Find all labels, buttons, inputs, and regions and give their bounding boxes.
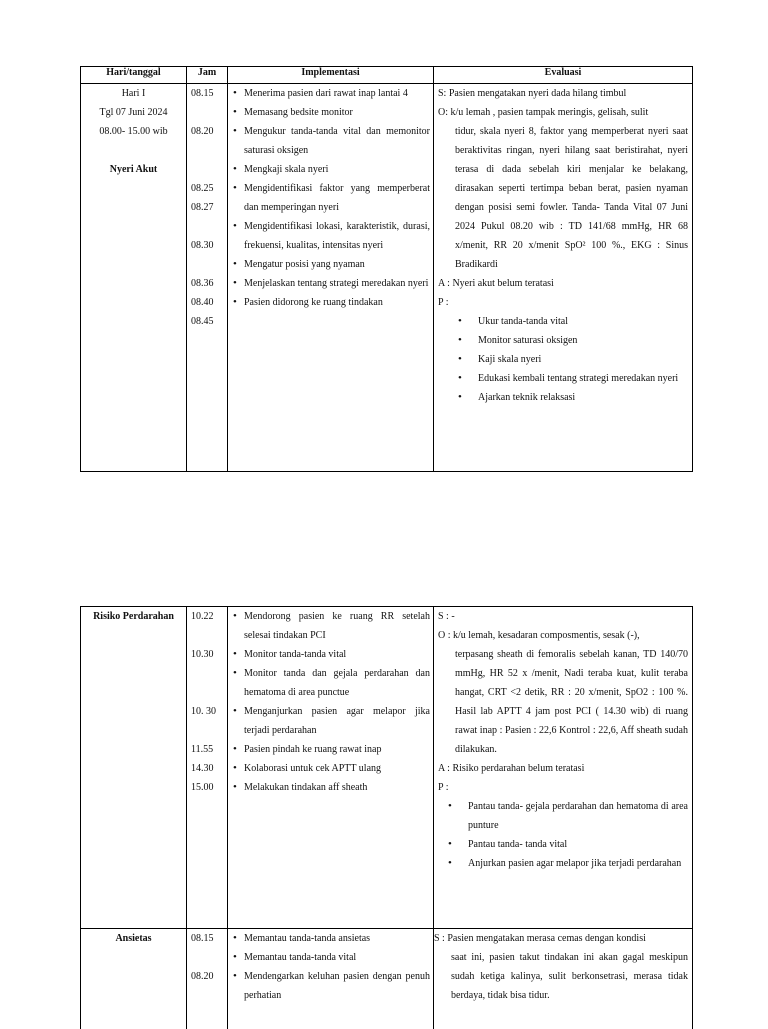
list-item: • Mengatur posisi yang nyaman [232,255,430,274]
list-item: • Memasang bedsite monitor [232,103,430,122]
implementation-list [228,607,433,797]
list-item: • Mengukur tanda-tanda vital dan memonitor saturasi oksigen [232,122,430,160]
list-item: • Memantau tanda-tanda ansietas [232,929,430,948]
time-entry [191,141,227,160]
list-item: • Mengidentifikasi lokasi, karakteristik, durasi, frekuensi, kualitas, intensitas nyeri [232,217,430,255]
list-item: • Mengidentifikasi faktor yang memperberat dan memperingan nyeri [232,179,430,217]
list-item: • Anjurkan pasien agar melapor jika terjadi perdarahan [448,854,688,873]
time-entry: 10.30 [191,649,214,660]
time-entry: 08.40 [191,297,214,308]
time-entry: 15.00 [191,782,214,793]
time-entry: 10.22 [191,611,214,622]
implementation-list [228,929,433,1005]
list-item: • Monitor tanda-tanda vital [232,645,430,664]
jam-cell [187,929,228,1029]
header-jam: Jam [187,67,228,84]
header-implementasi: Implementasi [228,67,434,84]
eval-assessment: A : Risiko perdarahan belum teratasi [438,763,585,774]
day-cell [81,84,187,472]
time-entry: 08.36 [191,278,214,289]
evaluation-cell [434,607,693,929]
list-item: • Edukasi kembali tentang strategi meredakan nyeri [458,369,688,388]
eval-assessment: A : Nyeri akut belum teratasi [438,278,554,289]
time-entry: 08.30 [191,240,214,251]
time-entry [191,255,227,274]
time-entry [191,721,227,740]
time-entry [191,160,227,179]
nursing-table-1 [80,66,693,472]
diagnosis-label: Nyeri Akut [109,164,158,175]
time-entry: 08.15 [191,933,214,944]
implementation-cell [228,84,434,472]
list-item: • Melakukan tindakan aff sheath [232,778,430,797]
list-item: • Monitor tanda dan gejala perdarahan dan hematoma di area punctue [232,664,430,702]
list-item: • Pantau tanda- gejala perdarahan dan hematoma di area punture [448,797,688,835]
eval-objective-rest: tidur, skala nyeri 8, faktor yang memperberat nyeri saat beraktivitas ringan, nyeri hilang saat beristirahat, nyeri terasa di dada sebelah kiri menjalar ke belakang, dirasakan seperti tertimpa beban berat, pasien nyaman dengan posisi semi fowler. Tanda- Tanda Vital 07 Juni 2024 Pukul 08.20 wib : TD 141/68 mmHg, HR 68 x/menit, RR 20 x/menit SpO² 100 %., EKG : Sinus Bradikardi [455,126,688,270]
time-entry [191,683,227,702]
header-hari-tanggal: Hari/tanggal [81,67,187,84]
time-entry: 08.27 [191,202,214,213]
time-entry: 08.20 [191,971,214,982]
diagnosis-label: Risiko Perdarahan [93,611,174,622]
table-row [81,84,693,472]
diagnosis-label: Ansietas [115,933,152,944]
date-label: Tgl 07 Juni 2024 [99,107,168,118]
eval-subjective-first: S : Pasien mengatakan merasa cemas dengan kondisi [434,933,646,944]
day-label: Hari I [121,88,146,99]
table-row [81,929,693,1029]
implementation-cell [228,929,434,1029]
list-item: • Menerima pasien dari rawat inap lantai 4 [232,84,430,103]
list-item: • Ajarkan teknik relaksasi [458,388,688,407]
list-item: • Mendengarkan keluhan pasien dengan penuh perhatian [232,967,430,1005]
time-entry [191,664,227,683]
time-entry: 14.30 [191,763,214,774]
evaluation-cell [434,929,693,1029]
list-item: • Pantau tanda- tanda vital [448,835,688,854]
implementation-cell [228,607,434,929]
time-entry: 08.20 [191,126,214,137]
evaluation-cell [434,84,693,472]
day-cell [81,607,187,929]
eval-plan-label: P : [438,297,449,308]
jam-cell [187,607,228,929]
eval-subjective: S : - [438,611,455,622]
list-item: • Ukur tanda-tanda vital [458,312,688,331]
eval-objective-rest: terpasang sheath di femoralis sebelah kanan, TD 140/70 mmHg, HR 52 x /menit, Nadi teraba kuat, kulit teraba hangat, CRT <2 detik, RR : 20 x/menit, SpO2 : 100 %. Hasil lab APTT 4 jam post PCI ( 14.30 wib) di ruang rawat inap : Pasien : 22,6 Kontrol : 22,6, Aff sheath sudah dilakukan. [455,649,688,755]
implementation-list [228,84,433,312]
eval-subjective-rest: saat ini, pasien takut tindakan ini akan gagal meskipun sudah ketiga kalinya, sulit berkonsetrasi, merasa tidak berdaya, tidak bisa tidur. [451,952,688,1001]
list-item: • Menjelaskan tentang strategi meredakan nyeri [232,274,430,293]
table-header-row [81,67,693,84]
eval-objective-first: O: k/u lemah , pasien tampak meringis, gelisah, sulit [438,107,649,118]
list-item: • Memantau tanda-tanda vital [232,948,430,967]
time-entry [191,626,227,645]
list-item: • Pasien didorong ke ruang tindakan [232,293,430,312]
eval-objective-first: O : k/u lemah, kesadaran composmentis, sesak (-), [438,630,640,641]
time-entry: 08.25 [191,183,214,194]
list-item: • Monitor saturasi oksigen [458,331,688,350]
jam-cell [187,84,228,472]
list-item: • Menganjurkan pasien agar melapor jika terjadi perdarahan [232,702,430,740]
table-row [81,607,693,929]
plan-list [438,312,688,407]
list-item: • Mengkaji skala nyeri [232,160,430,179]
list-item: • Mendorong pasien ke ruang RR setelah selesai tindakan PCI [232,607,430,645]
time-entry: 08.15 [191,88,214,99]
time-entry: 11.55 [191,744,214,755]
list-item: • Kolaborasi untuk cek APTT ulang [232,759,430,778]
nursing-table-2 [80,606,693,1029]
time-range-label: 08.00- 15.00 wib [99,126,168,137]
time-entry [191,217,227,236]
day-cell [81,929,187,1029]
list-item: • Pasien pindah ke ruang rawat inap [232,740,430,759]
eval-subjective: S: Pasien mengatakan nyeri dada hilang timbul [438,88,627,99]
list-item: • Kaji skala nyeri [458,350,688,369]
time-entry [191,103,227,122]
header-evaluasi: Evaluasi [434,67,693,84]
time-entry [191,948,227,967]
eval-plan-label: P : [438,782,449,793]
time-entry: 10. 30 [191,706,216,717]
plan-list [438,797,688,873]
time-entry: 08.45 [191,316,214,327]
